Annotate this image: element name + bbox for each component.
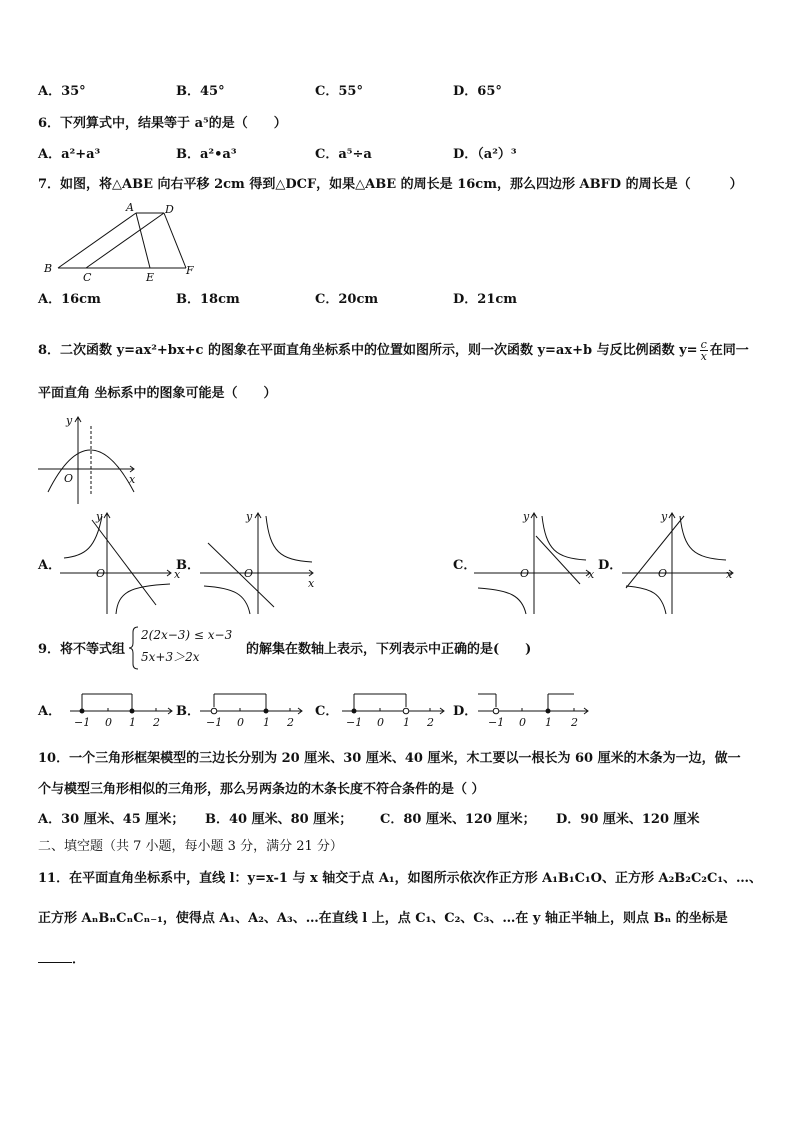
q8-text-b: 在同一 xyxy=(709,343,749,358)
q8b-axis-x: x xyxy=(308,577,315,590)
q8-option-d-label: D． xyxy=(598,558,623,573)
q8-parabola-figure xyxy=(38,412,143,507)
q9a-tick-2: 2 xyxy=(153,716,160,729)
q9-option-d-numberline xyxy=(476,688,594,728)
q9c-tick-0: 0 xyxy=(377,716,384,729)
q7-option-c: C．20cm xyxy=(315,292,379,307)
q9c-tick-1: 1 xyxy=(403,716,410,729)
q9b-tick-0: 0 xyxy=(237,716,244,729)
q7-label-b: B xyxy=(44,262,53,275)
q8a-axis-x: x xyxy=(174,568,181,581)
q7-label-d: D xyxy=(165,203,174,216)
q10-question: 10．一个三角形框架模型的三边长分别为 20 厘米、30 厘米、40 厘米，木工要以一根长为 60 厘米的木条为一边，做一 xyxy=(38,751,741,766)
q9-option-b-numberline xyxy=(198,688,308,728)
q9a-tick-neg1: −1 xyxy=(74,716,91,729)
q8-option-b-graph xyxy=(200,510,318,615)
q10-option-a: A．30 厘米、45 厘米； xyxy=(38,812,185,827)
q9b-tick-neg1: −1 xyxy=(206,716,223,729)
q8-option-d-graph xyxy=(622,510,737,615)
q8-option-a-label: A． xyxy=(38,558,62,573)
section-2-heading: 二、填空题（共 7 小题，每小题 3 分，满分 21 分） xyxy=(38,839,343,854)
q8-option-c-label: C． xyxy=(453,558,477,573)
q5-option-c: C．55° xyxy=(315,84,363,99)
q6-option-a: A．a²+a³ xyxy=(38,147,101,162)
q9-text-a: 9．将不等式组 xyxy=(38,642,126,657)
q11-question: 11．在平面直角坐标系中，直线 l：y=x-1 与 x 轴交于点 A₁，如图所示依次作正方形 A₁B₁C₁O、正方形 A₂B₂C₂C₁、…、 xyxy=(38,871,763,886)
q8c-axis-x: x xyxy=(588,568,595,581)
q8d-axis-y: y xyxy=(661,510,668,523)
q8-frac-num: c xyxy=(700,338,707,351)
q7-label-f: F xyxy=(186,264,194,277)
q8-axis-o: O xyxy=(64,472,74,485)
q8-question-line2: 平面直角 坐标系中的图象可能是（ ） xyxy=(38,386,277,401)
q9-option-c-label: C． xyxy=(315,704,339,719)
q9b-tick-2: 2 xyxy=(287,716,294,729)
q9a-tick-1: 1 xyxy=(129,716,136,729)
q9c-tick-neg1: −1 xyxy=(346,716,363,729)
q8a-axis-y: y xyxy=(96,510,103,523)
q8d-axis-x: x xyxy=(726,568,733,581)
q9d-tick-0: 0 xyxy=(519,716,526,729)
q6-option-b: B．a²•a³ xyxy=(176,147,237,162)
q9-option-c-numberline xyxy=(340,688,450,728)
q6-option-c: C．a⁵÷a xyxy=(315,147,372,162)
q6-option-d: D．（a²）³ xyxy=(453,147,517,162)
q9-option-d-label: D． xyxy=(453,704,478,719)
q8c-axis-o: O xyxy=(520,567,530,580)
q7-figure xyxy=(38,200,208,285)
q5-option-d: D．65° xyxy=(453,84,502,99)
q9-inequality-2: 5x+3＞2x xyxy=(141,650,200,664)
q10-question-line2: 个与模型三角形相似的三角形，那么另两条边的木条长度不符合条件的是（ ） xyxy=(38,782,485,797)
q7-label-e: E xyxy=(146,271,155,284)
q9c-tick-2: 2 xyxy=(427,716,434,729)
q9d-tick-2: 2 xyxy=(571,716,578,729)
q9-text-b: 的解集在数轴上表示，下列表示中正确的是( ) xyxy=(246,642,532,657)
q8c-axis-y: y xyxy=(523,510,530,523)
q11-answer-blank[interactable] xyxy=(38,950,72,963)
q10-option-c: C．80 厘米、120 厘米； xyxy=(380,812,536,827)
q11-answer-line xyxy=(38,950,85,968)
q8-axis-x: x xyxy=(129,473,136,486)
q11-question-line2: 正方形 AₙBₙCₙCₙ₋₁，使得点 A₁、A₂、A₃、…在直线 l 上，点 C₁、C₂、C₃、…在 y 轴正半轴上，则点 Bₙ 的坐标是 xyxy=(38,911,728,926)
q5-option-a: A．35° xyxy=(38,84,86,99)
q7-option-d: D．21cm xyxy=(453,292,518,307)
q8-option-c-graph xyxy=(474,510,595,615)
q8-axis-y: y xyxy=(66,414,73,427)
q8-option-b-label: B． xyxy=(176,558,200,573)
q8-text-a: 8．二次函数 y=ax²+bx+c 的图象在平面直角坐标系中的位置如图所示，则一次函数 y=ax+b 与反比例函数 y= xyxy=(38,343,698,358)
q10-option-b: B．40 厘米、80 厘米； xyxy=(205,812,353,827)
q8b-axis-y: y xyxy=(246,510,253,523)
q7-option-a: A．16cm xyxy=(38,292,101,307)
q9d-tick-1: 1 xyxy=(545,716,552,729)
q9d-tick-neg1: −1 xyxy=(488,716,505,729)
q11-period: ． xyxy=(72,952,86,967)
q7-label-a: A xyxy=(126,201,134,214)
q9-option-a-label: A． xyxy=(38,704,62,719)
q8-question xyxy=(38,339,749,362)
q9-brace xyxy=(128,626,140,670)
q7-label-c: C xyxy=(83,271,92,284)
q8b-axis-o: O xyxy=(244,567,254,580)
q5-option-b: B．45° xyxy=(176,84,225,99)
q9-inequality-1: 2(2x−3) ≤ x−3 xyxy=(141,628,233,642)
q8-option-a-graph xyxy=(60,510,181,615)
q8-frac-den: x xyxy=(700,350,707,363)
q9-option-b-label: B． xyxy=(176,704,200,719)
q7-question: 7．如图，将△ABE 向右平移 2cm 得到△DCF，如果△ABE 的周长是 16cm，那么四边形 ABFD 的周长是（ ） xyxy=(38,177,743,192)
q9-option-a-numberline xyxy=(68,688,178,728)
q9a-tick-0: 0 xyxy=(105,716,112,729)
q8d-axis-o: O xyxy=(658,567,668,580)
q8-fraction xyxy=(700,339,708,362)
q10-option-d: D．90 厘米、120 厘米 xyxy=(556,812,700,827)
q9b-tick-1: 1 xyxy=(263,716,270,729)
q7-option-b: B．18cm xyxy=(176,292,240,307)
q8a-axis-o: O xyxy=(96,567,106,580)
q6-question: 6．下列算式中，结果等于 a⁵的是（ ） xyxy=(38,116,287,131)
